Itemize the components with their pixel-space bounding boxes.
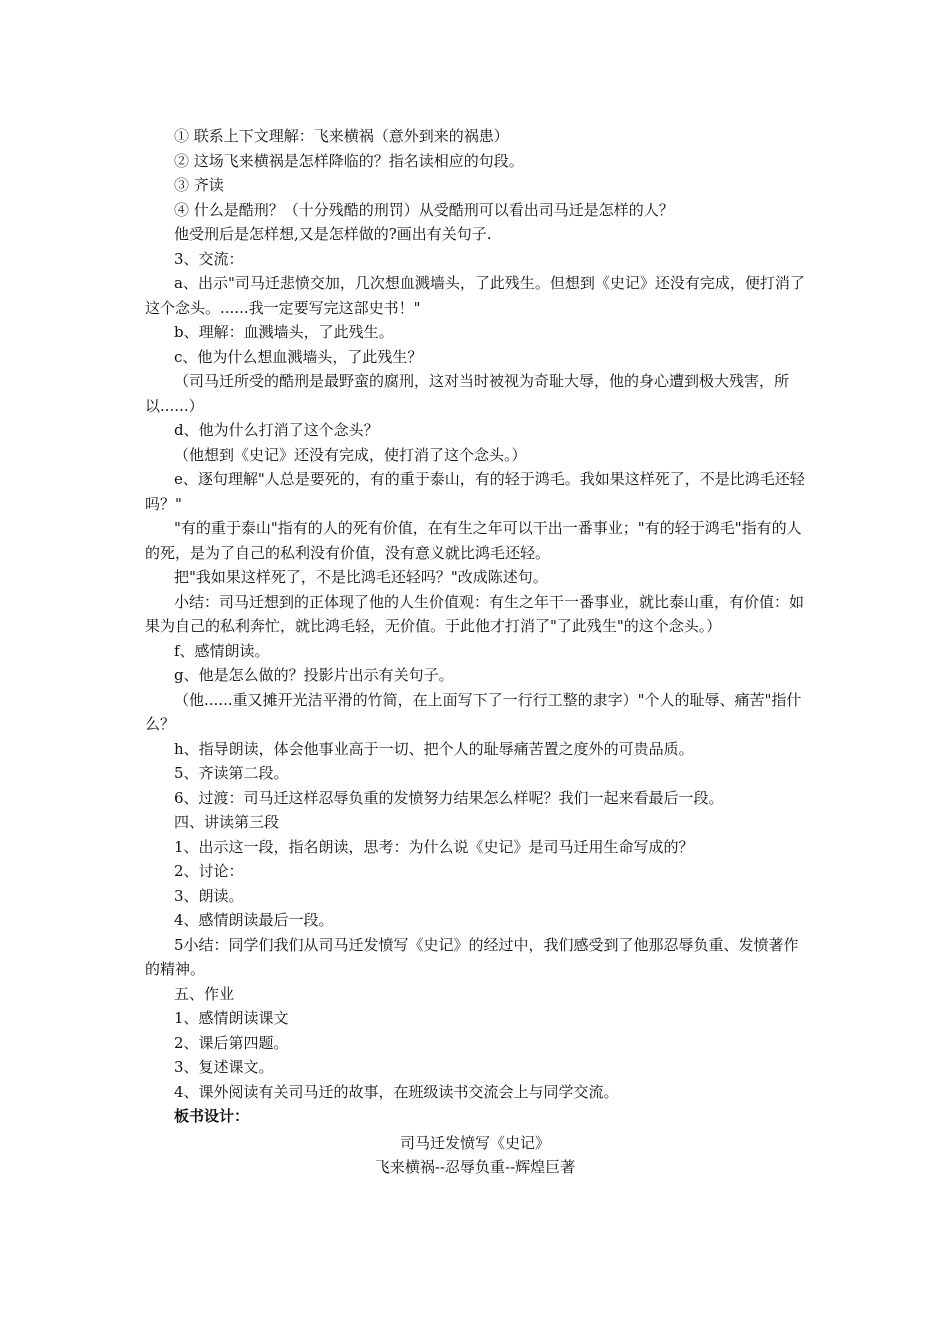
text-line: f、感情朗读。: [174, 641, 270, 660]
text-line: 2、课后第四题。: [174, 1033, 289, 1052]
text-line: 2、讨论：: [174, 862, 244, 880]
document-page: [145, 124, 813, 1180]
text-line: ① 联系上下文理解：飞来横祸（意外到来的祸患）: [174, 127, 509, 145]
board-title: 司马迁发愤写《史记》: [399, 1133, 550, 1152]
board-line: 飞来横祸--忍辱负重--辉煌巨著: [374, 1158, 576, 1176]
text-line: 3、复述课文。: [174, 1058, 274, 1076]
text-line: 4、课外阅读有关司马迁的故事，在班级读书交流会上与同学交流。: [174, 1082, 619, 1101]
text-line: d、他为什么打消了这个念头？: [174, 421, 379, 439]
text-paragraph: e、逐句理解"人总是要死的，有的重于泰山，有的轻于鸿毛。我如果这样死了，不是比鸿毛还轻吗？": [145, 470, 805, 513]
text-paragraph: （他......重又摊开光洁平滑的竹简，在上面写下了一行行工整的隶字）"个人的耻辱、痛苦"指什么？: [145, 690, 802, 733]
text-paragraph: 5小结：同学们我们从司马迁发愤写《史记》的经过中，我们感受到了他那忍辱负重、发愤著作的精神。: [145, 935, 799, 978]
text-line: 6、过渡：司马迁这样忍辱负重的发愤努力结果怎么样呢？我们一起来看最后一段。: [174, 788, 724, 807]
text-line: （他想到《史记》还没有完成，使打消了这个念头。）: [174, 445, 527, 464]
text-line: 1、出示这一段，指名朗读，思考：为什么说《史记》是司马迁用生命写成的？: [174, 837, 694, 856]
text-paragraph: （司马迁所受的酷刑是最野蛮的腐刑，这对当时被视为奇耻大辱，他的身心遭到极大残害，所以......）: [145, 372, 790, 415]
text-line: 把"我如果这样死了，不是比鸿毛还轻吗？"改成陈述句。: [174, 568, 548, 586]
text-line: 他受刑后是怎样想,又是怎样做的?画出有关句子.: [174, 225, 492, 243]
text-line: ④ 什么是酷刑？（十分残酷的刑罚）从受酷刑可以看出司马迁是怎样的人？: [174, 200, 674, 219]
text-line: 1、感情朗读课文: [174, 1009, 289, 1027]
section-heading: 五、作业: [174, 984, 235, 1003]
text-line: 3、交流：: [174, 249, 244, 268]
text-paragraph: 小结：司马迁想到的正体现了他的人生价值观：有生之年干一番事业，就比泰山重，有价值：如果为自己的私利奔忙，就比鸿毛轻，无价值。于此他才打消了"了此残生"的这个念头。）: [145, 592, 805, 635]
text-line: g、他是怎么做的？投影片出示有关句子。: [174, 666, 454, 684]
text-line: 5、齐读第二段。: [174, 764, 289, 782]
text-line: 3、朗读。: [174, 886, 244, 905]
text-line: b、理解：血溅墙头，了此残生。: [174, 323, 394, 341]
text-line: 4、感情朗读最后一段。: [174, 911, 334, 929]
text-line: ② 这场飞来横祸是怎样降临的？指名读相应的句段。: [174, 151, 524, 170]
section-heading: 四、讲读第三段: [174, 813, 280, 831]
text-paragraph: "有的重于泰山"指有的人的死有价值，在有生之年可以干出一番事业；"有的轻于鸿毛"指有的人的死，是为了自己的私利没有价值，没有意义就比鸿毛还轻。: [145, 519, 802, 562]
text-line: c、他为什么想血溅墙头，了此残生？: [174, 347, 423, 366]
text-line: ③ 齐读: [174, 176, 224, 194]
text-paragraph: a、出示"司马迁悲愤交加，几次想血溅墙头，了此残生。但想到《史记》还没有完成，便打消了这个念头。......我一定要写完这部史书！": [145, 274, 805, 317]
board-design-heading: 板书设计：: [174, 1107, 250, 1125]
text-line: h、指导朗读，体会他事业高于一切、把个人的耻辱痛苦置之度外的可贵品质。: [174, 739, 694, 758]
